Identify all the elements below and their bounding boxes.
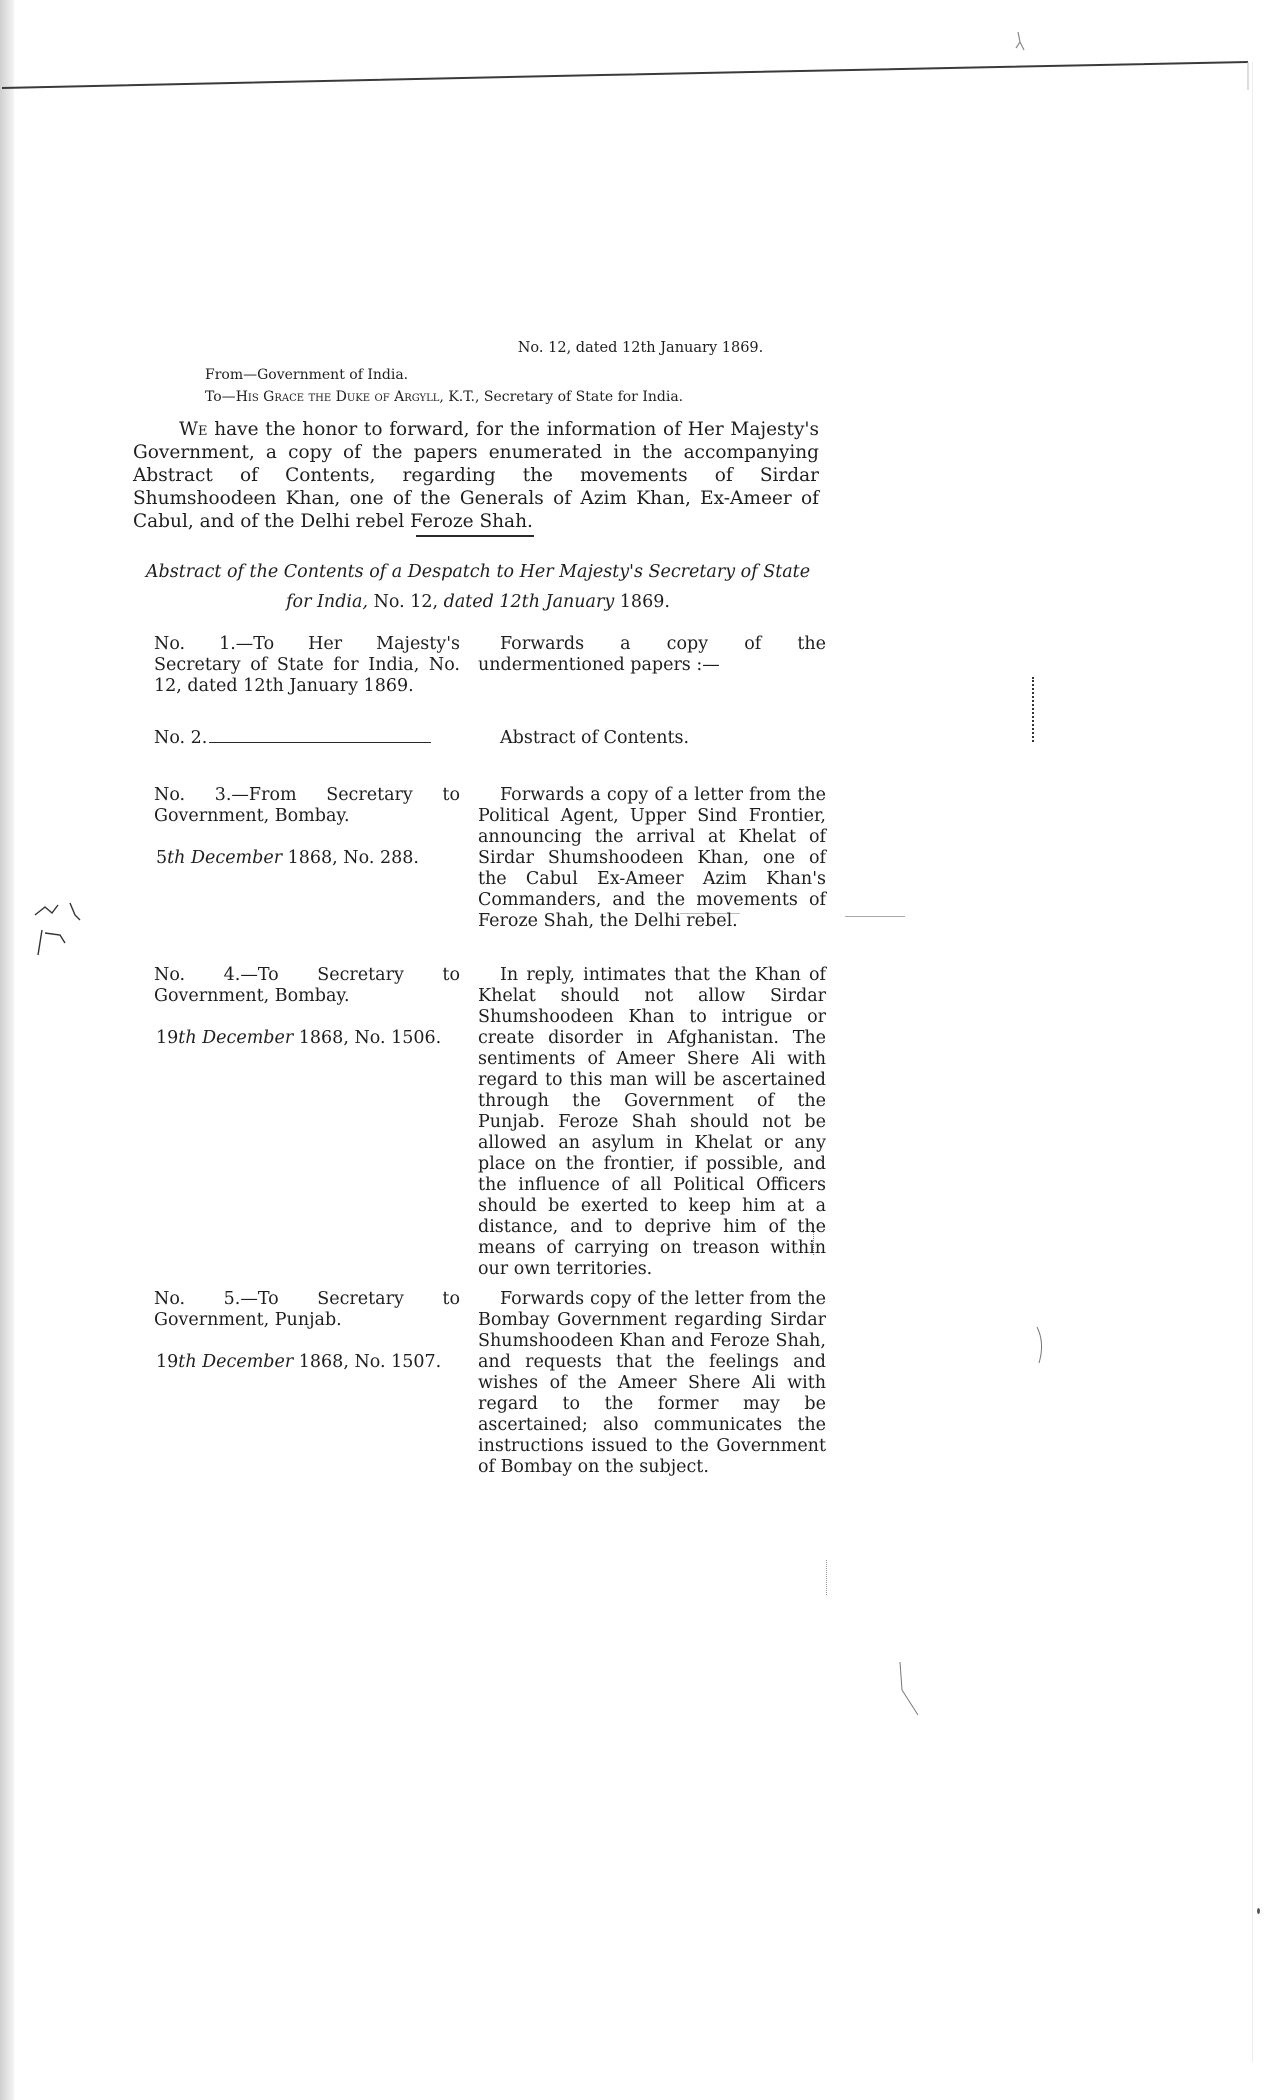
entry-4-date-ref: 1868, No. 1506.	[293, 1028, 442, 1048]
intro-text: have the honor to forward, for the information of Her Majesty's Government, a copy of the papers enumerated in the accompanying Abstract of Contents, regarding the movements of Sirdar Shumshoodeen Khan, one of the Generals of Azim Khan, Ex-Ameer of Cabul, and of the Delhi rebel Feroze Shah.	[133, 419, 819, 532]
abstract-title-line-1: Abstract of the Contents of a Despatch to Her Majesty's Secretary of State	[145, 562, 811, 582]
entry-2-blank-rule	[209, 741, 431, 743]
entry-5-heading: No. 5.—To Secretary to Government, Punjab.	[154, 1289, 460, 1330]
entry-1-heading-text: No. 1.—To Her Majesty's Secretary of State for India, No. 12, dated 12th January 1869.	[154, 634, 460, 696]
entry-2-heading-text: No. 2.	[154, 728, 208, 748]
abstract-title-italic: for India,	[286, 592, 368, 612]
entry-5-date	[156, 1352, 441, 1372]
entry-4-date-month: th December	[178, 1028, 294, 1048]
entry-3-date-month: th December	[167, 848, 283, 868]
entry-5-date-month: th December	[178, 1352, 294, 1372]
entry-1-heading	[154, 634, 460, 697]
to-prefix: To—	[205, 389, 236, 405]
despatch-number-heading: No. 12, dated 12th January 1869.	[517, 340, 764, 356]
section-divider	[416, 535, 534, 537]
entry-3-date-ref: 1868, No. 288.	[282, 848, 419, 868]
entry-4-summary: In reply, intimates that the Khan of Khelat should not allow Sirdar Shumshoodeen Khan to intrigue or create disorder in Afghanistan. The sentiments of Ameer Shere Ali with regard to this man will be ascertained through the Government of the Punjab. Feroze Shah should not be allowed an asylum in Khelat or any place on the frontier, if possible, and the influence of all Political Officers should be exerted to keep him at a distance, and to deprive him of the means of carrying on treason within our own territories.	[478, 965, 826, 1279]
entry-3-date-day: 5	[156, 848, 168, 868]
abstract-title-number: No. 12,	[368, 592, 444, 612]
entry-3-heading: No. 3.—From Secretary to Government, Bombay.	[154, 785, 460, 826]
entry-4-date-day: 19	[156, 1028, 179, 1048]
entry-3-summary: Forwards a copy of a letter from the Political Agent, Upper Sind Frontier, announcing the arrival at Khelat of Sirdar Shumshoodeen Khan, one of the Cabul Ex-Ameer Azim Khan's Commanders, and the movements of Feroze Shah, the Delhi rebel.	[478, 785, 826, 931]
intro-paragraph	[133, 418, 819, 533]
to-suffix: , Secretary of State for India.	[474, 389, 684, 405]
to-addressee: His Grace the Duke of Argyll, K.T.	[235, 389, 475, 405]
entry-5-date-day: 19	[156, 1352, 179, 1372]
abstract-title-line-2	[133, 587, 823, 617]
entry-2-heading	[154, 728, 460, 749]
abstract-title-date: dated 12th January	[443, 592, 615, 612]
from-line: From—Government of India.	[205, 367, 409, 383]
entry-4-date	[156, 1028, 441, 1048]
intro-lead-word: We	[179, 419, 208, 440]
entry-1-summary: Forwards a copy of the undermentioned papers :—	[478, 634, 826, 675]
entry-2-summary: Abstract of Contents.	[500, 728, 690, 748]
entry-5-summary: Forwards copy of the letter from the Bombay Government regarding Sirdar Shumshoodeen Khan and Feroze Shah, and requests that the feelings and wishes of the Ameer Shere Ali with regard to the former may be ascertained; also communicates the instructions issued to the Government of Bombay on the subject.	[478, 1289, 826, 1477]
entry-3-date	[156, 848, 419, 868]
abstract-title-year: 1869.	[614, 592, 670, 612]
entry-5-date-ref: 1868, No. 1507.	[293, 1352, 442, 1372]
to-line	[205, 389, 683, 405]
entry-4-heading: No. 4.—To Secretary to Government, Bombay.	[154, 965, 460, 1006]
abstract-title	[133, 557, 823, 617]
